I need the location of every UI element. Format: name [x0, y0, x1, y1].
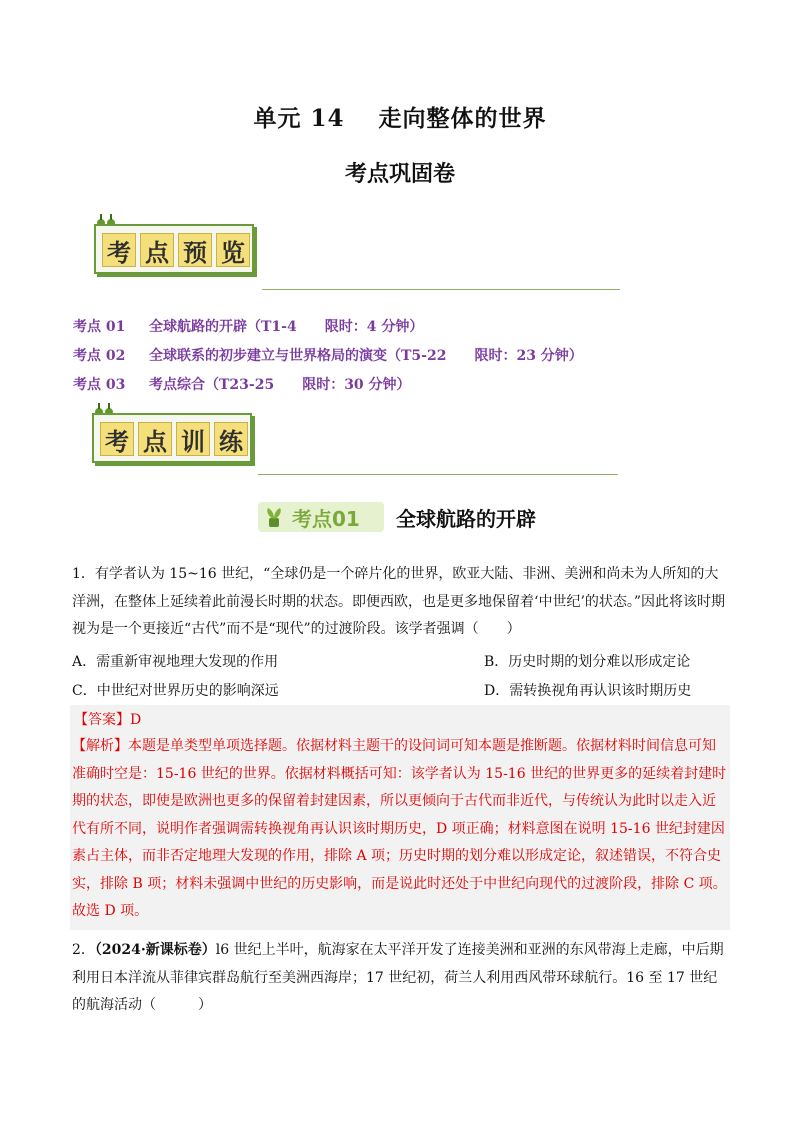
preview-banner-text: 考 点 预 览 — [102, 233, 250, 267]
question-2-stem — [72, 937, 728, 1020]
section-title: 全球航路的开辟 — [396, 506, 536, 531]
page-subtitle: 考点巩固卷 — [344, 161, 455, 187]
answer-value: D — [130, 712, 142, 728]
training-banner — [88, 403, 258, 465]
question-2-number: 2． — [72, 942, 95, 958]
question-2-source: （2024·新课标卷） — [94, 942, 216, 958]
answer-tag: 【答案】 — [74, 712, 130, 728]
section-badge: 考点01 — [258, 502, 384, 532]
toc-item-03: 考点 03 考点综合（T23-25 限时：30 分钟） — [73, 377, 411, 393]
unit-title — [0, 100, 800, 133]
preview-banner — [90, 214, 260, 276]
unit-name: 走向整体的世界 — [378, 105, 547, 132]
question-2-text: l6 世纪上半叶，航海家在太平洋开发了连接美洲和亚洲的东风带海上走廊，中后期利用日本洋流从菲律宾群岛航行至美洲西海岸；17 世纪初，荷兰人利用西风带环球航行。16 至 17 世纪的航海活动（ ） — [72, 942, 724, 1013]
section-heading — [258, 500, 536, 534]
answer-line — [74, 709, 141, 729]
divider — [258, 474, 618, 475]
option-b: B．历史时期的划分难以形成定论 — [484, 654, 691, 670]
unit-label: 单元 14 — [253, 105, 345, 132]
training-banner-text: 考 点 训 练 — [100, 422, 248, 456]
analysis-text: 本题是单类型单项选择题。依据材料主题干的设问词可知本题是推断题。依据材料时间信息可知准确时空是：15-16 世纪的世界。依据材料概括可知：该学者认为 15-16 世纪的世界更多的延续着封建时期的状态，即使是欧洲也更多的保留着封建因素，所以更倾向于古代而非近代，与传统认为此时以走入近代有所不同，说明作者强调需转换视角再认识该时期历史，D 项正确；材料意图在说明 15-16 世纪封建因素占主体，而非否定地理大发现的作用，排除 A 项；历史时期的划分难以形成定论，叙述错误，不符合史实，排除 B 项；材料未强调中世纪的历史影响，而是说此时还处于中世纪向现代的过渡阶段，排除 C 项。故选 D 项。 — [72, 738, 727, 919]
option-c: C．中世纪对世界历史的影响深远 — [72, 683, 279, 699]
divider — [262, 289, 620, 290]
question-1-stem: 1．有学者认为 15~16 世纪，“全球仍是一个碎片化的世界，欧亚大陆、非洲、美洲和尚未为人所知的大洋洲，在整体上延续着此前漫长时期的状态。即便西欧，也是更多地保留着‘中世纪’的状态。”因此将该时期视为是一个更接近“古代”而不是“现代”的过渡阶段。该学者强调（ ） — [72, 566, 726, 637]
analysis — [72, 733, 728, 926]
option-d: D．需转换视角再认识该时期历史 — [484, 683, 692, 699]
analysis-tag: 【解析】 — [72, 738, 128, 754]
option-a: A．需重新审视地理大发现的作用 — [72, 654, 279, 670]
question-1-options — [72, 651, 728, 711]
sprout-icon — [262, 505, 286, 529]
toc-item-02: 考点 02 全球联系的初步建立与世界格局的演变（T5-22 限时：23 分钟） — [73, 348, 583, 364]
toc-item-01: 考点 01 全球航路的开辟（T1-4 限时：4 分钟） — [73, 319, 424, 335]
